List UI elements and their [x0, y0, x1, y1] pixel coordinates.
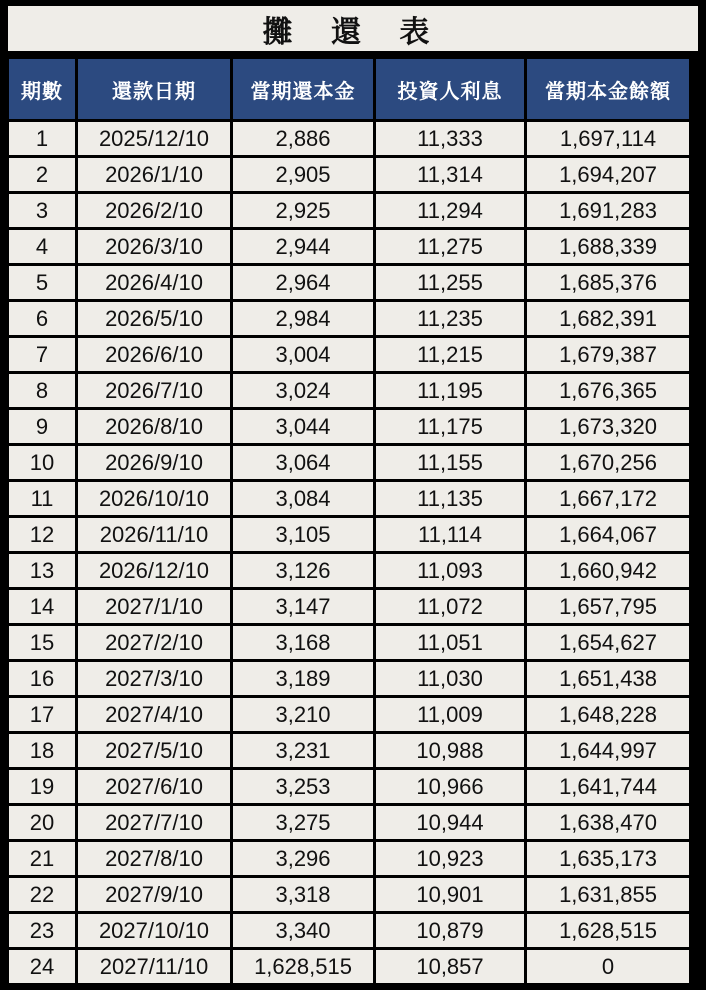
- cell-investor-interest: 10,966: [376, 770, 524, 803]
- table-row: [9, 950, 689, 983]
- cell-investor-interest: 11,215: [376, 338, 524, 371]
- cell-period: 10: [9, 446, 75, 479]
- cell-period: 15: [9, 626, 75, 659]
- cell-principal-balance: 1,664,067: [527, 518, 689, 551]
- table-row: [9, 158, 689, 191]
- cell-principal-repaid: 3,004: [233, 338, 373, 371]
- table-row: [9, 878, 689, 911]
- cell-principal-balance: 1,685,376: [527, 266, 689, 299]
- cell-principal-balance: 1,651,438: [527, 662, 689, 695]
- cell-investor-interest: 11,114: [376, 518, 524, 551]
- cell-principal-repaid: 2,984: [233, 302, 373, 335]
- table-row: [9, 482, 689, 515]
- cell-investor-interest: 10,988: [376, 734, 524, 767]
- cell-investor-interest: 11,051: [376, 626, 524, 659]
- cell-payment-date: 2026/11/10: [78, 518, 230, 551]
- cell-payment-date: 2026/9/10: [78, 446, 230, 479]
- cell-period: 24: [9, 950, 75, 983]
- table-row: [9, 338, 689, 371]
- cell-period: 11: [9, 482, 75, 515]
- cell-principal-balance: 1,682,391: [527, 302, 689, 335]
- cell-payment-date: 2026/6/10: [78, 338, 230, 371]
- cell-principal-balance: 1,673,320: [527, 410, 689, 443]
- amortization-table: [6, 56, 692, 986]
- cell-payment-date: 2027/2/10: [78, 626, 230, 659]
- cell-principal-balance: 1,679,387: [527, 338, 689, 371]
- cell-principal-balance: 1,638,470: [527, 806, 689, 839]
- cell-principal-balance: 1,657,795: [527, 590, 689, 623]
- cell-payment-date: 2026/4/10: [78, 266, 230, 299]
- cell-payment-date: 2027/3/10: [78, 662, 230, 695]
- cell-investor-interest: 11,255: [376, 266, 524, 299]
- cell-principal-balance: 1,670,256: [527, 446, 689, 479]
- table-row: [9, 518, 689, 551]
- cell-period: 12: [9, 518, 75, 551]
- table-row: [9, 554, 689, 587]
- column-header-period: 期數: [9, 59, 75, 119]
- cell-period: 4: [9, 230, 75, 263]
- cell-period: 18: [9, 734, 75, 767]
- cell-principal-repaid: 3,210: [233, 698, 373, 731]
- cell-principal-balance: 1,641,744: [527, 770, 689, 803]
- table-row: [9, 230, 689, 263]
- cell-principal-repaid: 1,628,515: [233, 950, 373, 983]
- cell-payment-date: 2026/10/10: [78, 482, 230, 515]
- cell-period: 8: [9, 374, 75, 407]
- cell-payment-date: 2026/5/10: [78, 302, 230, 335]
- table-row: [9, 122, 689, 155]
- table-row: [9, 194, 689, 227]
- cell-period: 9: [9, 410, 75, 443]
- cell-payment-date: 2026/1/10: [78, 158, 230, 191]
- cell-principal-balance: 1,628,515: [527, 914, 689, 947]
- table-row: [9, 374, 689, 407]
- cell-principal-repaid: 2,905: [233, 158, 373, 191]
- cell-investor-interest: 11,135: [376, 482, 524, 515]
- cell-payment-date: 2027/11/10: [78, 950, 230, 983]
- header-row: [9, 59, 689, 119]
- cell-period: 23: [9, 914, 75, 947]
- cell-investor-interest: 10,901: [376, 878, 524, 911]
- cell-payment-date: 2027/8/10: [78, 842, 230, 875]
- cell-principal-repaid: 3,231: [233, 734, 373, 767]
- cell-investor-interest: 10,944: [376, 806, 524, 839]
- table-row: [9, 698, 689, 731]
- cell-period: 20: [9, 806, 75, 839]
- cell-payment-date: 2027/1/10: [78, 590, 230, 623]
- table-row: [9, 626, 689, 659]
- cell-principal-repaid: 3,084: [233, 482, 373, 515]
- cell-principal-repaid: 3,044: [233, 410, 373, 443]
- cell-payment-date: 2027/9/10: [78, 878, 230, 911]
- cell-period: 19: [9, 770, 75, 803]
- cell-investor-interest: 11,093: [376, 554, 524, 587]
- cell-payment-date: 2027/7/10: [78, 806, 230, 839]
- cell-principal-repaid: 3,105: [233, 518, 373, 551]
- cell-principal-repaid: 3,340: [233, 914, 373, 947]
- table-row: [9, 446, 689, 479]
- cell-principal-repaid: 2,886: [233, 122, 373, 155]
- cell-principal-repaid: 3,253: [233, 770, 373, 803]
- cell-investor-interest: 11,235: [376, 302, 524, 335]
- table-row: [9, 914, 689, 947]
- table-row: [9, 842, 689, 875]
- cell-payment-date: 2027/5/10: [78, 734, 230, 767]
- table-row: [9, 770, 689, 803]
- cell-period: 17: [9, 698, 75, 731]
- cell-principal-repaid: 3,126: [233, 554, 373, 587]
- cell-investor-interest: 11,195: [376, 374, 524, 407]
- cell-principal-repaid: 2,925: [233, 194, 373, 227]
- cell-period: 3: [9, 194, 75, 227]
- cell-payment-date: 2026/7/10: [78, 374, 230, 407]
- cell-principal-balance: 1,654,627: [527, 626, 689, 659]
- table-row: [9, 410, 689, 443]
- cell-period: 1: [9, 122, 75, 155]
- cell-investor-interest: 11,030: [376, 662, 524, 695]
- cell-principal-repaid: 3,189: [233, 662, 373, 695]
- cell-principal-balance: 1,644,997: [527, 734, 689, 767]
- table-title: 攤 還 表: [8, 6, 698, 51]
- cell-principal-repaid: 2,944: [233, 230, 373, 263]
- cell-principal-balance: 1,667,172: [527, 482, 689, 515]
- table-row: [9, 302, 689, 335]
- cell-investor-interest: 11,294: [376, 194, 524, 227]
- cell-investor-interest: 10,879: [376, 914, 524, 947]
- table-row: [9, 590, 689, 623]
- cell-period: 2: [9, 158, 75, 191]
- cell-principal-repaid: 3,318: [233, 878, 373, 911]
- column-header-payment-date: 還款日期: [78, 59, 230, 119]
- cell-payment-date: 2027/6/10: [78, 770, 230, 803]
- cell-payment-date: 2026/2/10: [78, 194, 230, 227]
- cell-period: 22: [9, 878, 75, 911]
- cell-principal-repaid: 2,964: [233, 266, 373, 299]
- cell-period: 5: [9, 266, 75, 299]
- cell-investor-interest: 11,072: [376, 590, 524, 623]
- cell-payment-date: 2027/4/10: [78, 698, 230, 731]
- cell-period: 16: [9, 662, 75, 695]
- cell-payment-date: 2026/8/10: [78, 410, 230, 443]
- cell-principal-balance: 0: [527, 950, 689, 983]
- cell-payment-date: 2027/10/10: [78, 914, 230, 947]
- table-row: [9, 266, 689, 299]
- cell-principal-balance: 1,660,942: [527, 554, 689, 587]
- cell-investor-interest: 11,155: [376, 446, 524, 479]
- cell-principal-repaid: 3,275: [233, 806, 373, 839]
- cell-investor-interest: 11,314: [376, 158, 524, 191]
- cell-payment-date: 2026/3/10: [78, 230, 230, 263]
- cell-investor-interest: 11,333: [376, 122, 524, 155]
- cell-principal-repaid: 3,064: [233, 446, 373, 479]
- table-row: [9, 734, 689, 767]
- cell-principal-repaid: 3,168: [233, 626, 373, 659]
- cell-principal-balance: 1,631,855: [527, 878, 689, 911]
- cell-period: 6: [9, 302, 75, 335]
- cell-principal-repaid: 3,024: [233, 374, 373, 407]
- cell-period: 21: [9, 842, 75, 875]
- cell-principal-balance: 1,691,283: [527, 194, 689, 227]
- table-row: [9, 662, 689, 695]
- cell-principal-repaid: 3,296: [233, 842, 373, 875]
- table-row: [9, 806, 689, 839]
- table-body: [9, 122, 689, 983]
- column-header-investor-interest: 投資人利息: [376, 59, 524, 119]
- cell-period: 13: [9, 554, 75, 587]
- cell-payment-date: 2025/12/10: [78, 122, 230, 155]
- cell-principal-balance: 1,648,228: [527, 698, 689, 731]
- cell-principal-balance: 1,688,339: [527, 230, 689, 263]
- cell-payment-date: 2026/12/10: [78, 554, 230, 587]
- cell-investor-interest: 10,857: [376, 950, 524, 983]
- cell-investor-interest: 11,009: [376, 698, 524, 731]
- cell-principal-balance: 1,676,365: [527, 374, 689, 407]
- cell-period: 14: [9, 590, 75, 623]
- cell-investor-interest: 10,923: [376, 842, 524, 875]
- cell-principal-balance: 1,697,114: [527, 122, 689, 155]
- cell-principal-balance: 1,694,207: [527, 158, 689, 191]
- column-header-principal-balance: 當期本金餘額: [527, 59, 689, 119]
- column-header-principal-repaid: 當期還本金: [233, 59, 373, 119]
- cell-investor-interest: 11,275: [376, 230, 524, 263]
- cell-period: 7: [9, 338, 75, 371]
- cell-principal-repaid: 3,147: [233, 590, 373, 623]
- cell-investor-interest: 11,175: [376, 410, 524, 443]
- cell-principal-balance: 1,635,173: [527, 842, 689, 875]
